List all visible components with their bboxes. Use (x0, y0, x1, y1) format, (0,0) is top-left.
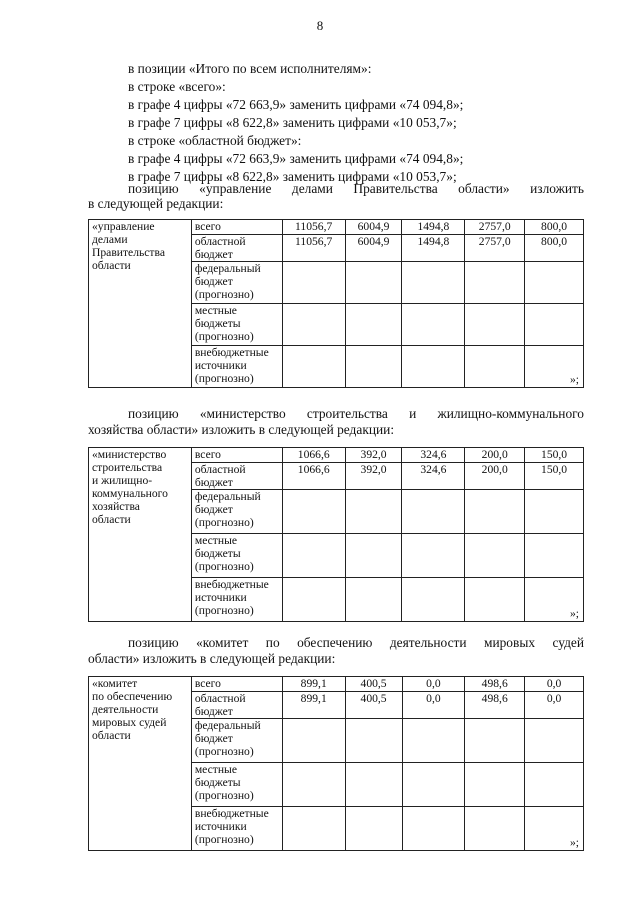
block-heading-cont: хозяйства области» изложить в следующей редакции: (88, 422, 395, 437)
allocation-table (88, 447, 584, 622)
value-cell: 324,6 (402, 463, 465, 490)
allocation-table (88, 219, 584, 388)
value-cell: 1066,6 (282, 463, 345, 490)
category-cell: внебюджетные источники (прогнозно) (191, 578, 282, 622)
category-cell: местные бюджеты (прогнозно) (191, 304, 282, 346)
value-cell: 150,0 (525, 463, 584, 490)
intro-line: в графе 7 цифры «8 622,8» заменить цифрами «10 053,7»; (128, 169, 457, 184)
intro-line: в позиции «Итого по всем исполнителям»: (128, 61, 372, 76)
category-cell: федеральный бюджет (прогнозно) (191, 262, 282, 304)
value-cell: 0,0 (525, 692, 584, 719)
intro-line: в строке «всего»: (128, 79, 226, 94)
block-heading: позицию «министерство строительства и жилищно-коммунального (128, 406, 584, 421)
value-cell: 899,1 (282, 677, 345, 692)
intro-line: в строке «областной бюджет»: (128, 133, 302, 148)
value-cell: 11056,7 (282, 235, 345, 262)
entity-cell: «комитет по обеспечению деятельности мировых судей области (89, 677, 192, 851)
intro-line: в графе 4 цифры «72 663,9» заменить цифрами «74 094,8»; (128, 97, 464, 112)
value-cell: 0,0 (402, 677, 465, 692)
value-cell: 1494,8 (402, 220, 465, 235)
value-cell: 6004,9 (345, 220, 402, 235)
block-heading: позицию «управление делами Правительства области» изложить (128, 181, 584, 196)
entity-cell: «управление делами Правительства области (89, 220, 192, 388)
closing-quote: »; (569, 836, 579, 849)
category-cell: местные бюджеты (прогнозно) (191, 763, 282, 807)
closing-quote: »; (569, 607, 579, 620)
value-cell: 800,0 (525, 235, 584, 262)
value-cell: 324,6 (402, 448, 465, 463)
block-heading-cont: в следующей редакции: (88, 196, 224, 211)
category-cell: областной бюджет (191, 235, 282, 262)
value-cell: 6004,9 (345, 235, 402, 262)
value-cell: 392,0 (345, 463, 402, 490)
category-cell: федеральный бюджет (прогнозно) (191, 719, 282, 763)
value-cell: 498,6 (465, 677, 525, 692)
category-cell: всего (191, 677, 282, 692)
value-cell: 1066,6 (282, 448, 345, 463)
value-cell: 0,0 (525, 677, 584, 692)
value-cell: 400,5 (345, 692, 402, 719)
allocation-table (88, 676, 584, 851)
value-cell: 392,0 (345, 448, 402, 463)
category-cell: всего (191, 220, 282, 235)
category-cell: местные бюджеты (прогнозно) (191, 534, 282, 578)
intro-line: в графе 4 цифры «72 663,9» заменить цифрами «74 094,8»; (128, 151, 464, 166)
value-cell: 1494,8 (402, 235, 465, 262)
block-heading: позицию «комитет по обеспечению деятельности мировых судей (128, 635, 584, 650)
value-cell: 400,5 (345, 677, 402, 692)
category-cell: внебюджетные источники (прогнозно) (191, 807, 282, 851)
value-cell: 11056,7 (282, 220, 345, 235)
value-cell: 800,0 (525, 220, 584, 235)
intro-line: в графе 7 цифры «8 622,8» заменить цифрами «10 053,7»; (128, 115, 457, 130)
category-cell: областной бюджет (191, 692, 282, 719)
category-cell: всего (191, 448, 282, 463)
value-cell: 899,1 (282, 692, 345, 719)
category-cell: внебюджетные источники (прогнозно) (191, 346, 282, 388)
category-cell: федеральный бюджет (прогнозно) (191, 490, 282, 534)
page-number: 8 (316, 18, 324, 33)
category-cell: областной бюджет (191, 463, 282, 490)
closing-quote: »; (569, 373, 579, 386)
value-cell: 0,0 (402, 692, 465, 719)
value-cell: 498,6 (465, 692, 525, 719)
value-cell: 2757,0 (465, 220, 525, 235)
value-cell: 2757,0 (465, 235, 525, 262)
value-cell: 150,0 (525, 448, 584, 463)
entity-cell: «министерство строительства и жилищно- коммунального хозяйства области (89, 448, 192, 622)
value-cell: 200,0 (465, 448, 525, 463)
value-cell: 200,0 (465, 463, 525, 490)
block-heading-cont: области» изложить в следующей редакции: (88, 651, 336, 666)
